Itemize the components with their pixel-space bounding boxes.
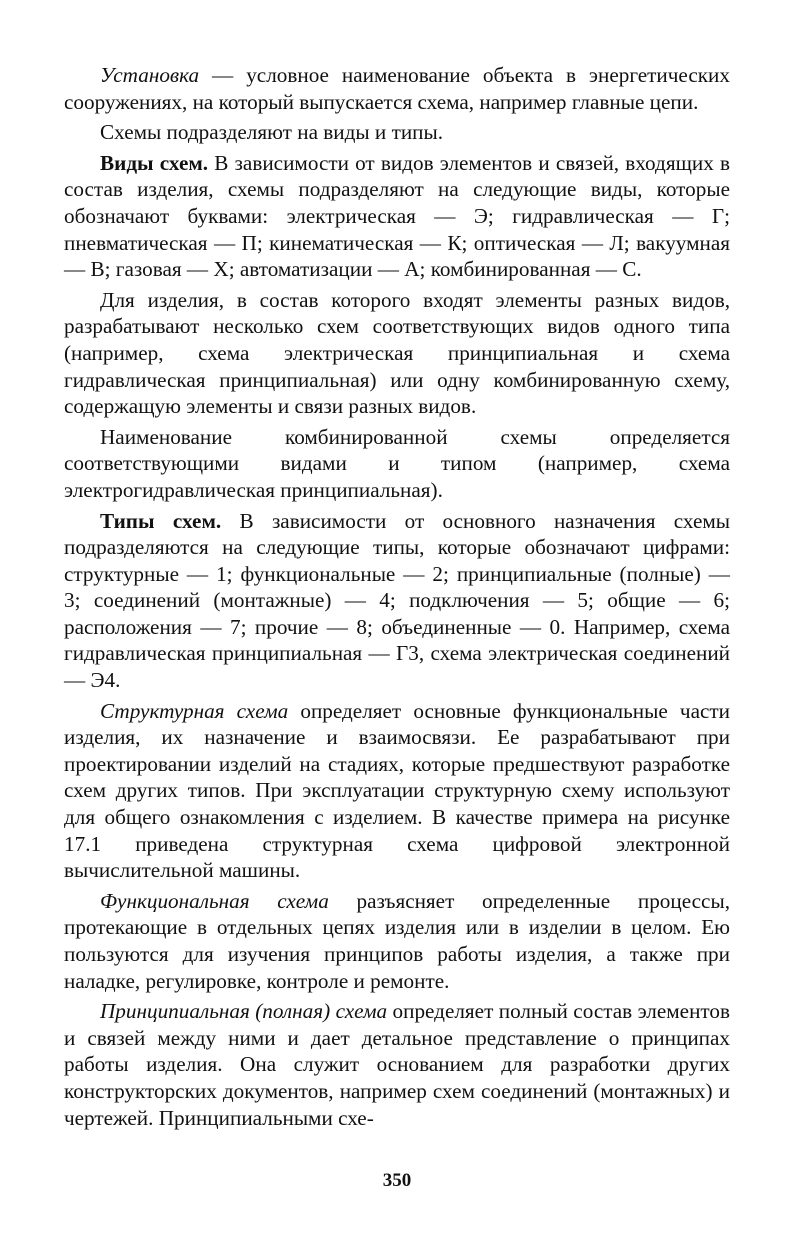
- heading-scheme-types: Типы схем.: [100, 508, 222, 533]
- paragraph-functional: [64, 888, 730, 994]
- paragraph-text: В зависимости от основного назначения схемы подразделяются на следующие типы, которые обозначают цифрами: структурные — 1; функциональные — 2; принципиальные (полные) — 3; соединений (монтажные) — 4; подключения — 5; общие — 6; расположения — 7; прочие — 8; объединенные — 0. Например, схема гидравлическая принципиальная — Г3, схема электрическая соединений — Э4.: [64, 508, 730, 693]
- paragraph-text: Наименование комбинированной схемы определяется соответствующими видами и типом (например, схема электрогидравлическая принципиальная).: [64, 424, 730, 502]
- paragraph-text: разъясняет определенные процессы, протекающие в отдельных цепях изделия или в изделии в целом. Ею пользуются для изучения принципов работы изделия, а также при наладке, регулировке, контроле и ремонте.: [64, 888, 730, 993]
- paragraph-ustanovka: [64, 62, 730, 115]
- paragraph-principal: [64, 998, 730, 1131]
- page-body: [64, 62, 730, 1135]
- paragraph-text: определяет полный состав элементов и связей между ними и дает детальное представление о принципах работы изделия. Она служит основанием для разработки других конструкторских документов, например схем соединений (монтажных) и чертежей. Принципиальными схе-: [64, 999, 730, 1130]
- paragraph-structural: [64, 698, 730, 884]
- paragraph-multi-kind: [64, 287, 730, 420]
- paragraph-text: — условное наименование объекта в энергетических сооружениях, на который выпускается схема, например главные цепи.: [64, 63, 730, 114]
- term-ustanovka: Установка: [100, 63, 200, 87]
- paragraph-text: В зависимости от видов элементов и связей, входящих в состав изделия, схемы подразделяют на следующие виды, которые обозначают буквами: электрическая — Э; гидравлическая — Г; пневматическая — П; кинематическая — К; оптическая — Л; вакуумная — В; газовая — Х; автоматизации — А; комбинированная — С.: [64, 150, 730, 282]
- term-principal-scheme: Принципиальная (полная) схема: [100, 999, 388, 1024]
- paragraph-combined-name: [64, 424, 730, 504]
- page-number: 350: [382, 1170, 412, 1191]
- paragraph-text: Для изделия, в состав которого входят элементы разных видов, разрабатывают несколько схем соответствующих видов одного типа (например, схема электрическая принципиальная и схема гидравлическая принципиальная) или одну комбинированную схему, содержащую элементы и связи разных видов.: [64, 287, 730, 419]
- paragraph-scheme-division: [64, 119, 730, 146]
- paragraph-text: определяет основные функциональные части изделия, их назначение и взаимосвязи. Ее разрабатывают при проектировании изделий на стадиях, которые предшествуют разработке схем других типов. При эксплуатации структурную схему используют для общего ознакомления с изделием. В качестве примера на рисунке 17.1 приведена структурная схема цифровой электронной вычислительной машины.: [64, 698, 730, 883]
- paragraph-text: Схемы подразделяют на виды и типы.: [100, 120, 444, 145]
- heading-scheme-kinds: Виды схем.: [100, 150, 209, 175]
- paragraph-scheme-types: [64, 508, 730, 694]
- paragraph-scheme-kinds: [64, 150, 730, 283]
- term-functional-scheme: Функциональная схема: [100, 888, 329, 913]
- term-structural-scheme: Структурная схема: [100, 698, 289, 723]
